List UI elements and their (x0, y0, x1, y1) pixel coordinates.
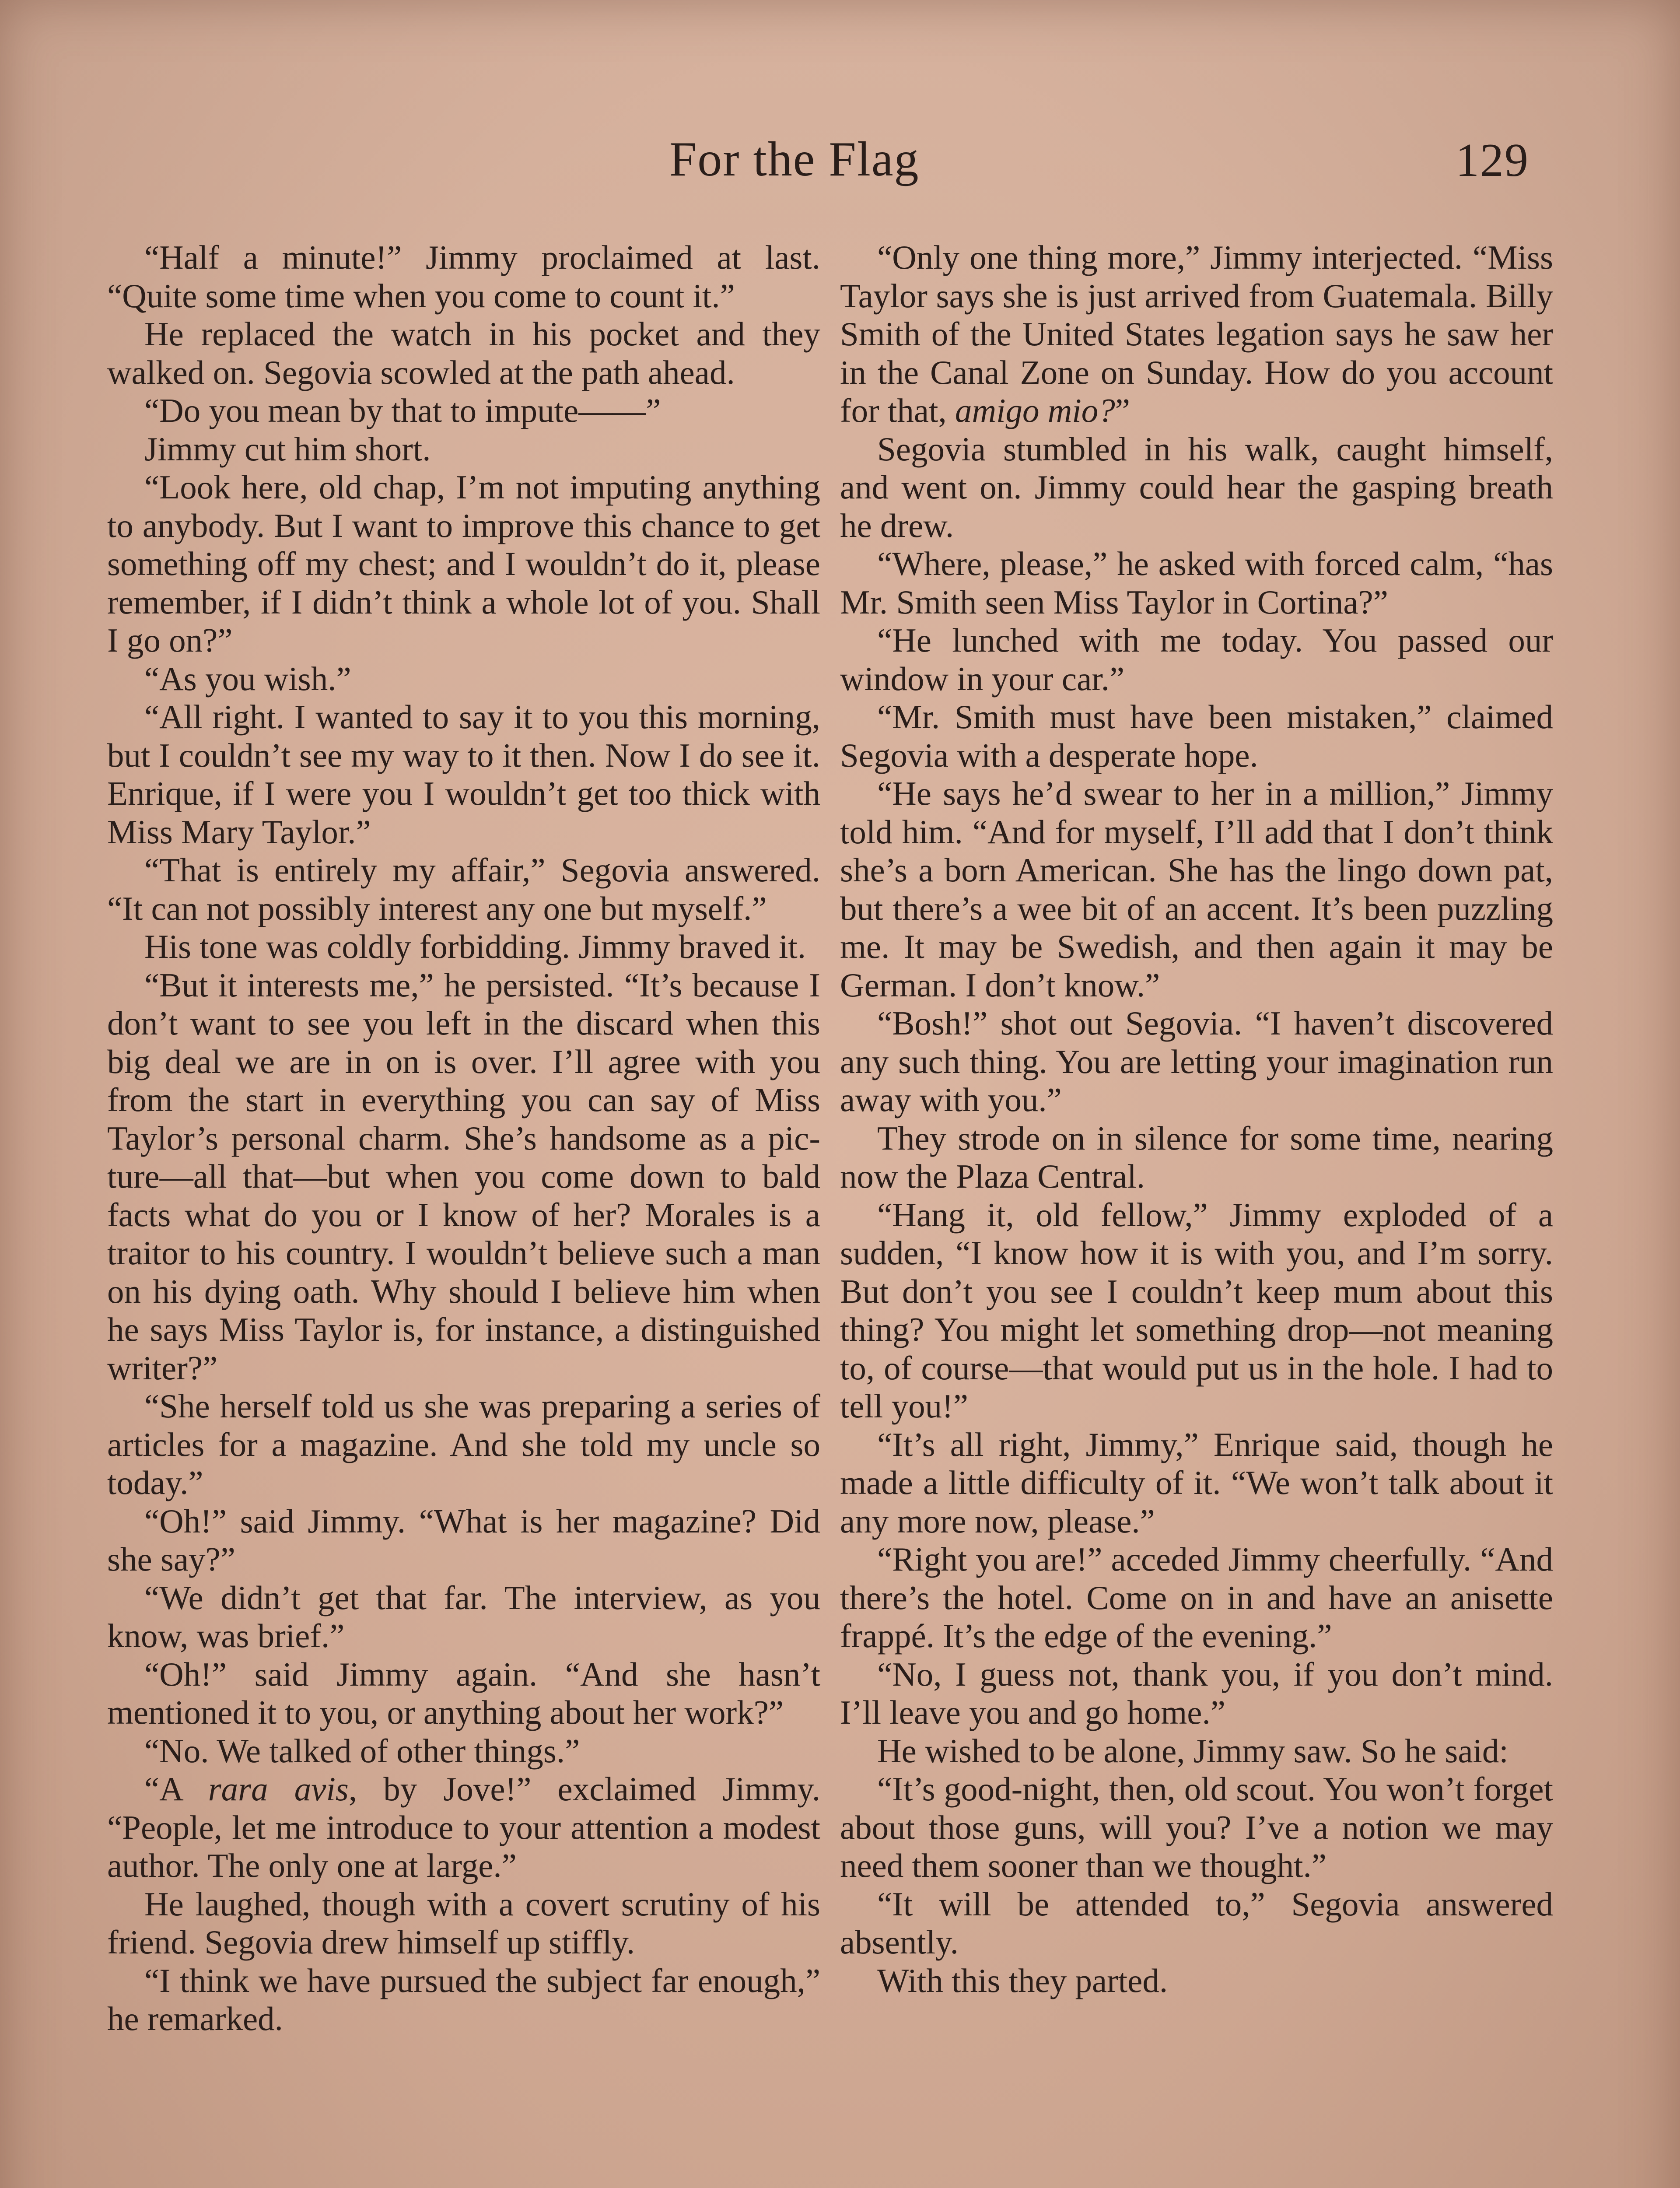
paragraph: “All right. I wanted to say it to you this morning, but I couldn’t see my way to it then. Now I do see it. Enrique, if I were you I wouldn’t get too thick with Miss Mary Taylor.” (107, 698, 820, 851)
paragraph: “Where, please,” he asked with forced calm, “has Mr. Smith seen Miss Taylor in Cortina?” (840, 545, 1553, 621)
paragraph: His tone was coldly forbidding. Jimmy braved it. (144, 928, 806, 965)
paragraph: “Oh!” said Jimmy. “What is her magazine? Did she say?” (107, 1502, 820, 1578)
paragraph: “Half a minute!” Jimmy proclaimed at last. “Quite some time when you come to count it.” (107, 238, 820, 315)
running-head: For the Flag (669, 132, 920, 186)
paragraph: “Hang it, old fellow,” Jimmy exploded of a sudden, “I know how it is with you, and I’m sorry. But don’t you see I couldn’t keep mum about this thing? You might let something drop—not meaning to, of course—that would put us in the hole. I had to tell you!” (840, 1196, 1553, 1425)
paragraph: “No, I guess not, thank you, if you don’t mind. I’ll leave you and go home.” (840, 1655, 1553, 1731)
paragraph: “It’s all right, Jimmy,” Enrique said, though he made a little difficulty of it. “We won’t talk about it any more now, please.” (840, 1425, 1553, 1540)
paragraph: “A rara avis, by Jove!” exclaimed Jimmy. “People, let me introduce to your attention a modest author. The only one at large.” (107, 1770, 820, 1884)
paragraph: “It will be attended to,” Segovia answered absently. (840, 1885, 1553, 1961)
paragraph: “We didn’t get that far. The interview, as you know, was brief.” (107, 1578, 820, 1655)
paragraph: He wished to be alone, Jimmy saw. So he said: (877, 1732, 1508, 1770)
paragraph: “Only one thing more,” Jimmy interjected. “Miss Taylor says she is just arrived from Guatemala. Billy Smith of the United States legation says he saw her in the Canal Zone on Sunday. How do you account for that, amigo mio?” (840, 238, 1553, 429)
paragraph: “No. We talked of other things.” (144, 1732, 580, 1770)
paragraph: “That is entirely my affair,” Segovia answered. “It can not possibly interest any one but myself.” (107, 851, 820, 927)
paragraph: “Do you mean by that to impute——” (144, 392, 661, 429)
paragraph: He laughed, though with a covert scrutiny of his friend. Segovia drew himself up stiffly. (107, 1885, 820, 1961)
paragraph: “He lunched with me today. You passed our window in your car.” (840, 621, 1553, 698)
left-column (107, 238, 820, 2038)
paragraph: “Bosh!” shot out Segovia. “I haven’t discovered any such thing. You are letting your imagination run away with you.” (840, 1004, 1553, 1119)
paragraph: “It’s good-night, then, old scout. You won’t forget about those guns, will you? I’ve a notion we may need them sooner than we thought.” (840, 1770, 1553, 1884)
paragraph: “But it interests me,” he persisted. “It’s because I don’t want to see you left in the discard when this big deal we are in on is over. I’ll agree with you from the start in everything you can say of Miss Taylor’s personal charm. She’s handsome as a picture—all that—but when you come down to bald facts what do you or I know of her? Morales is a traitor to his country. I wouldn’t believe such a man on his dying oath. Why should I believe him when he says Miss Taylor is, for instance, a distinguished writer?” (107, 966, 820, 1387)
paragraph: “Right you are!” acceded Jimmy cheerfully. “And there’s the hotel. Come on in and have an anisette frappé. It’s the edge of the evening.” (840, 1540, 1553, 1655)
paragraph: “She herself told us she was preparing a series of articles for a magazine. And she told my uncle so today.” (107, 1387, 820, 1501)
paragraph: They strode on in silence for some time, nearing now the Plaza Central. (840, 1119, 1553, 1195)
right-column (840, 238, 1553, 2000)
paragraph: “As you wish.” (144, 659, 351, 698)
paragraph: Jimmy cut him short. (144, 430, 431, 468)
paragraph: “He says he’d swear to her in a million,” Jimmy told him. “And for myself, I’ll add that I don’t think she’s a born American. She has the lingo down pat, but there’s a wee bit of an accent. It’s been puzzling me. It may be Swedish, and then again it may be German. I don’t know.” (840, 775, 1553, 1004)
paragraph: “I think we have pursued the subject far enough,” he remarked. (107, 1961, 820, 2037)
paragraph: “Oh!” said Jimmy again. “And she hasn’t mentioned it to you, or anything about her work?” (107, 1655, 820, 1731)
paragraph: “Mr. Smith must have been mistaken,” claimed Segovia with a desperate hope. (840, 698, 1553, 774)
page-number: 129 (1456, 134, 1529, 186)
paragraph: With this they parted. (877, 1961, 1168, 1999)
paragraph: Segovia stumbled in his walk, caught himself, and went on. Jimmy could hear the gasping breath he drew. (840, 430, 1553, 544)
paragraph: “Look here, old chap, I’m not imputing anything to anybody. But I want to improve this chance to get something off my chest; and I wouldn’t do it, please remember, if I didn’t think a whole lot of you. Shall I go on?” (107, 468, 820, 659)
paragraph: He replaced the watch in his pocket and they walked on. Segovia scowled at the path ahead. (107, 315, 820, 391)
